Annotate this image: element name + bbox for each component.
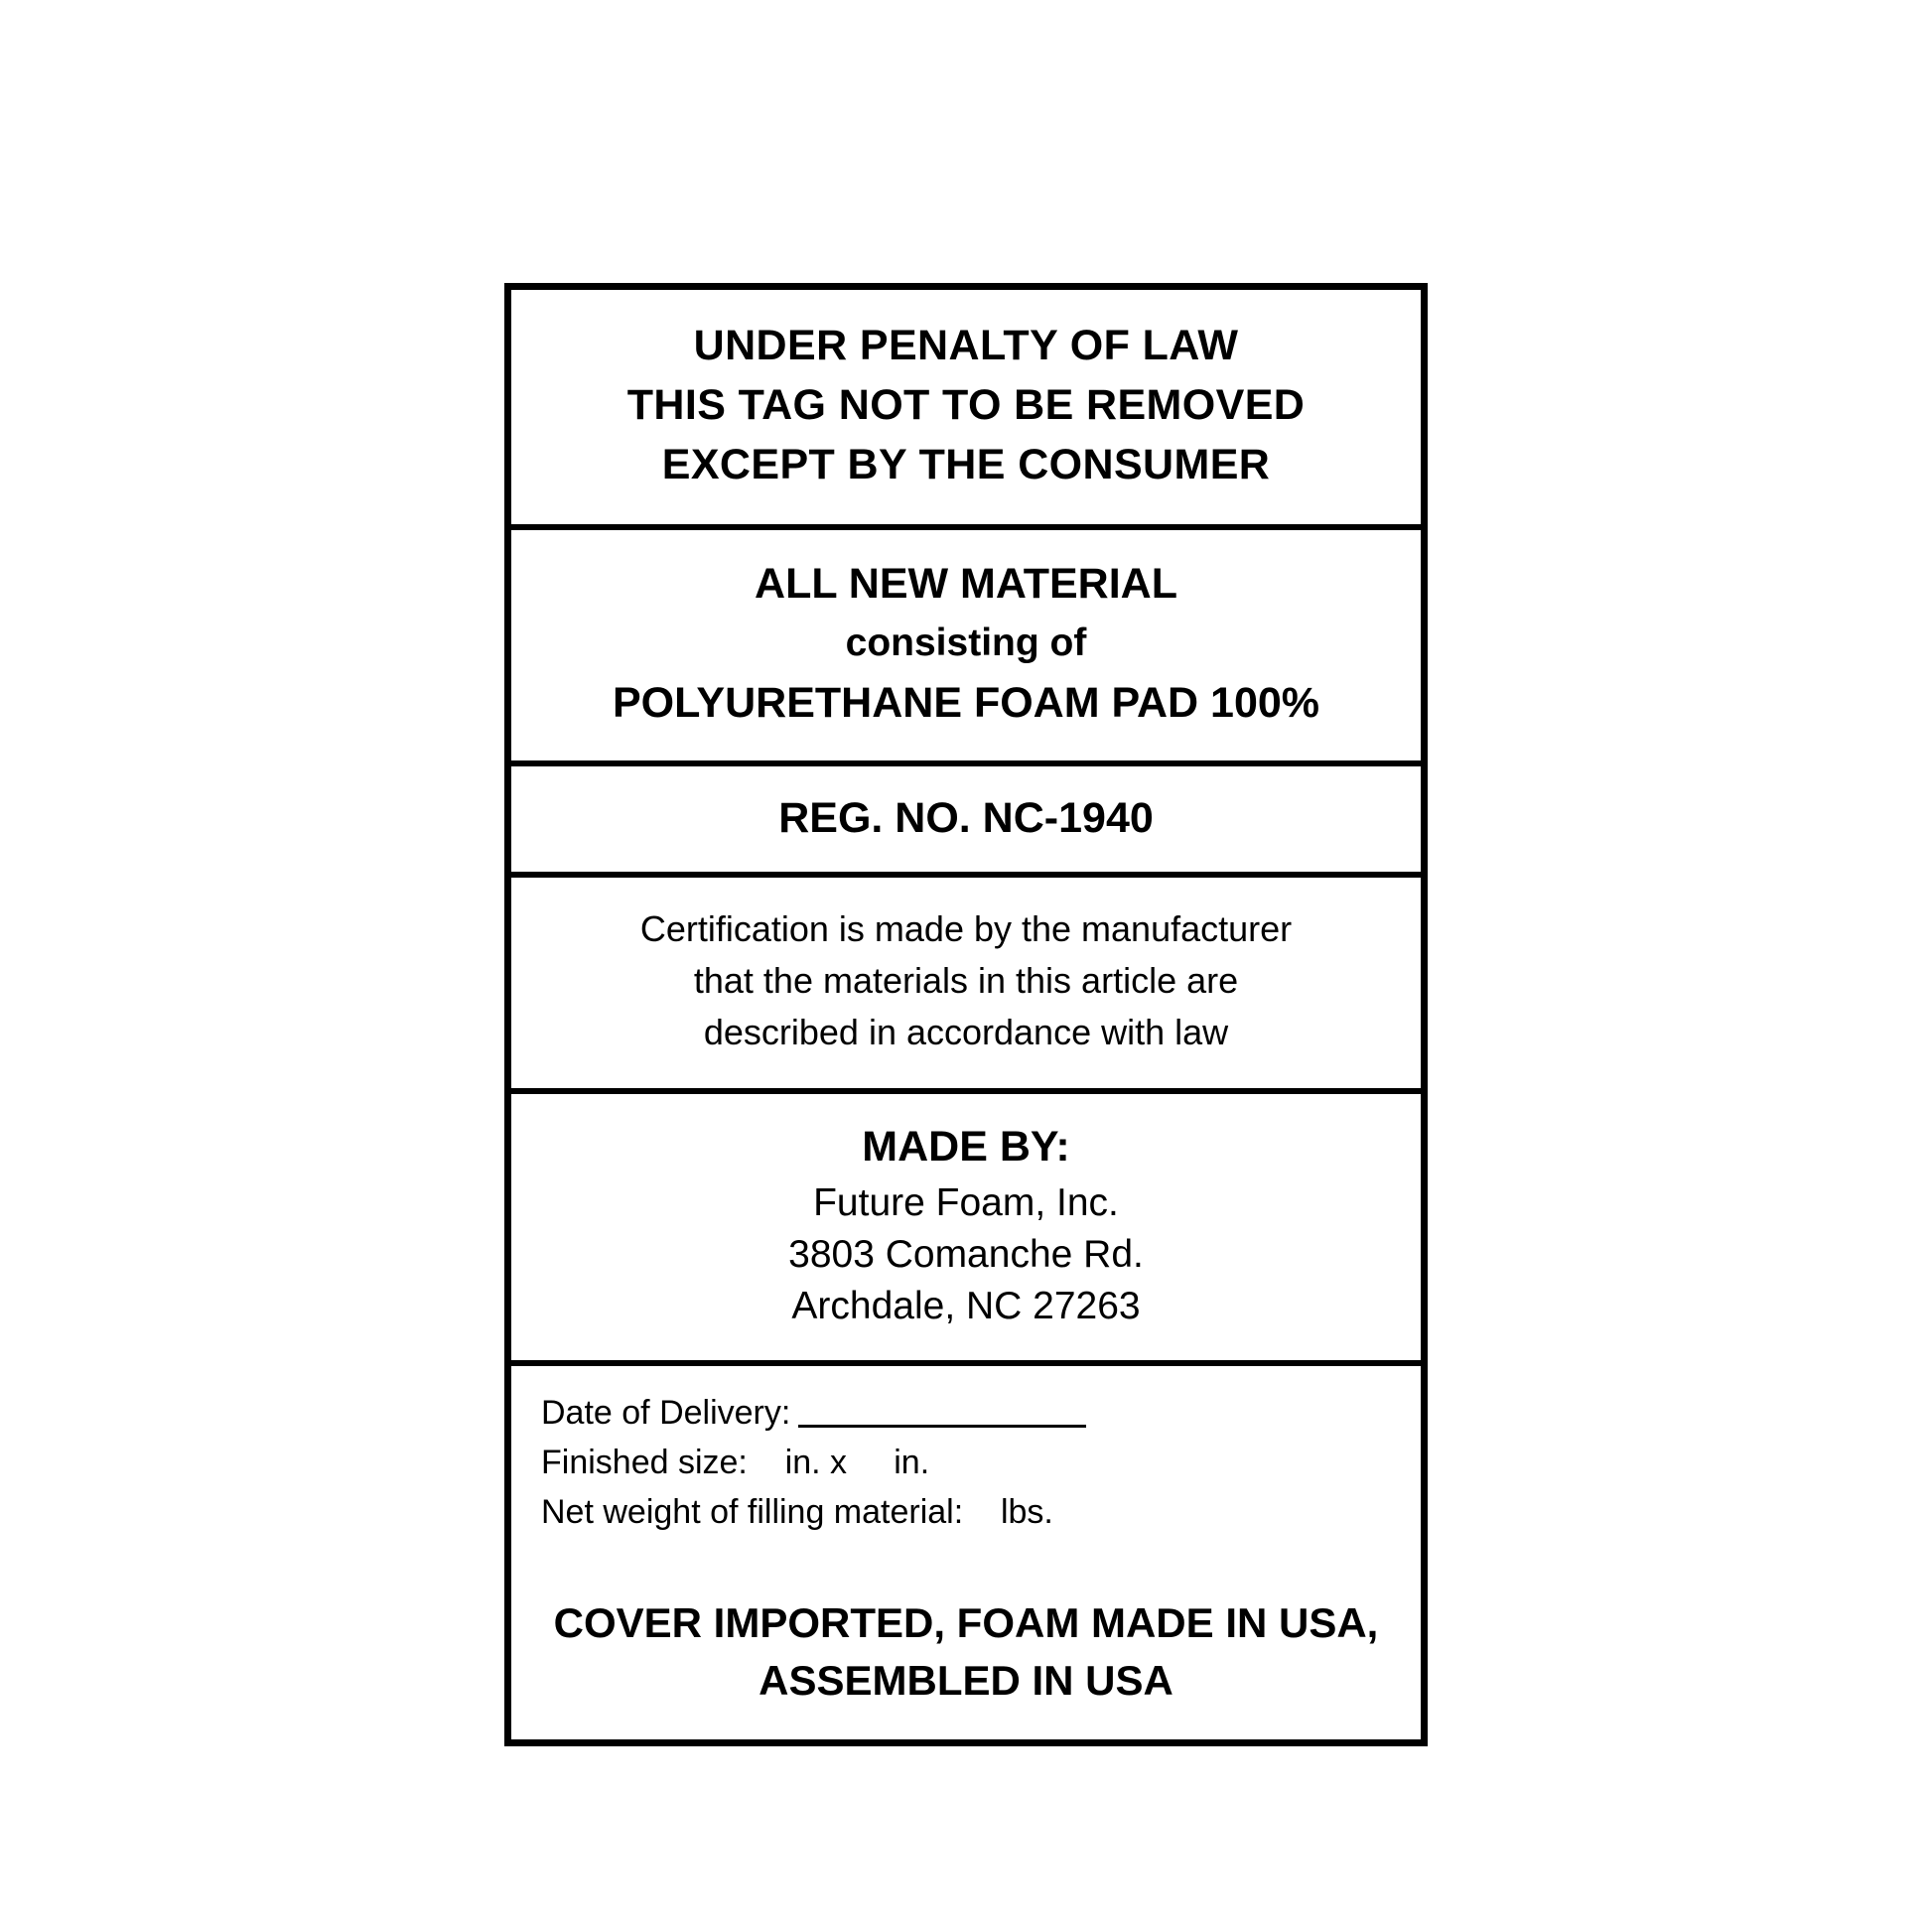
delivery-details-section — [511, 1366, 1421, 1739]
manufacturer-section — [511, 1094, 1421, 1366]
penalty-line-1: UNDER PENALTY OF LAW — [693, 322, 1239, 369]
certification-line-1: Certification is made by the manufacturer — [639, 908, 1293, 949]
origin-line-1: COVER IMPORTED, FOAM MADE IN USA, — [553, 1599, 1379, 1646]
material-line-1: ALL NEW MATERIAL — [755, 560, 1177, 608]
made-by-heading: MADE BY: — [862, 1123, 1070, 1171]
law-label-tag — [504, 283, 1428, 1746]
manufacturer-city-state-zip: Archdale, NC 27263 — [791, 1285, 1141, 1327]
net-weight-value[interactable]: lbs. — [963, 1493, 1053, 1531]
material-line-3: POLYURETHANE FOAM PAD 100% — [612, 679, 1320, 727]
registration-number-section — [511, 766, 1421, 878]
net-weight-label: Net weight of filling material: — [541, 1493, 964, 1531]
penalty-line-2: THIS TAG NOT TO BE REMOVED — [626, 381, 1306, 429]
registration-number: REG. NO. NC-1940 — [778, 794, 1154, 842]
certification-statement-section — [511, 878, 1421, 1094]
material-content-section — [511, 530, 1421, 766]
date-of-delivery-write-in-field[interactable] — [798, 1395, 1086, 1428]
date-of-delivery-row — [511, 1388, 1421, 1438]
origin-line-2: ASSEMBLED IN USA — [759, 1657, 1173, 1704]
manufacturer-company-name: Future Foam, Inc. — [813, 1181, 1119, 1224]
finished-size-label: Finished size: — [541, 1444, 748, 1481]
net-weight-row — [511, 1487, 1421, 1537]
country-of-origin-block — [511, 1594, 1421, 1710]
certification-line-3: described in accordance with law — [703, 1012, 1229, 1052]
certification-line-2: that the materials in this article are — [693, 960, 1239, 1001]
penalty-notice-section — [511, 290, 1421, 530]
material-line-2: consisting of — [845, 621, 1087, 664]
finished-size-value[interactable]: in. x in. — [747, 1444, 930, 1481]
penalty-line-3: EXCEPT BY THE CONSUMER — [661, 441, 1271, 488]
finished-size-row — [511, 1438, 1421, 1487]
date-of-delivery-label: Date of Delivery: — [541, 1394, 791, 1432]
manufacturer-street-address: 3803 Comanche Rd. — [788, 1233, 1144, 1276]
